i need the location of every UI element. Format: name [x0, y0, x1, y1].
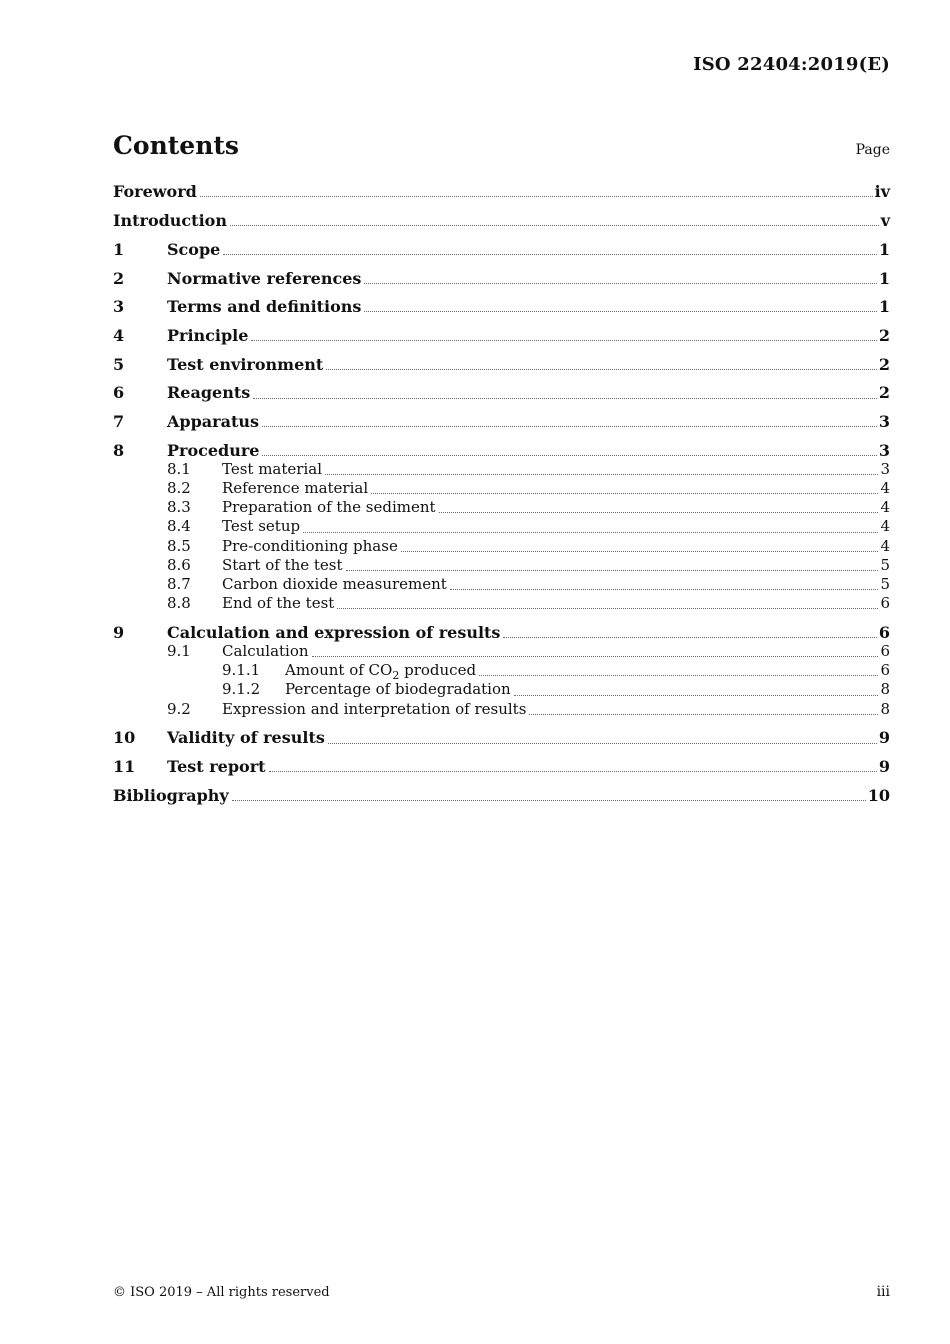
toc-entry-page: 4: [880, 517, 890, 536]
toc-entry-page: iv: [874, 182, 890, 201]
toc-entry-page: 1: [878, 297, 890, 317]
dot-leader: [364, 311, 876, 312]
toc-entry-page: 2: [878, 354, 890, 374]
toc-entry[interactable]: [113, 297, 890, 316]
footer-page-number: iii: [876, 1284, 890, 1300]
dot-leader: [371, 493, 878, 494]
toc-entry-page: 4: [880, 479, 890, 498]
toc-entry-page: 10: [867, 785, 890, 805]
dot-leader: [439, 512, 879, 513]
toc-entry[interactable]: [113, 556, 890, 575]
toc-entry-title: [222, 537, 400, 556]
toc-entry-title-text: Scope: [167, 239, 221, 259]
toc-entry-title: [222, 642, 311, 661]
toc-entry-title: [167, 412, 261, 431]
toc-entry-page: 5: [880, 575, 890, 593]
toc-entry-number: 9.1.2: [222, 680, 261, 699]
toc-entry-title: [167, 441, 261, 460]
toc-entry-number: 1: [113, 239, 125, 259]
toc-entry[interactable]: [113, 517, 890, 536]
toc-entry-page: 8: [880, 680, 890, 699]
toc-entry[interactable]: [113, 182, 890, 201]
toc-entry[interactable]: [113, 786, 890, 805]
toc-entry-number: 9.1.1: [222, 661, 261, 680]
toc-entry-title: [285, 661, 478, 681]
toc-entry-page: 6: [878, 622, 890, 642]
toc-entry-number: 8.6: [167, 555, 191, 574]
toc-entry-page: 2: [878, 383, 890, 403]
dot-leader: [232, 800, 866, 801]
toc-entry-number: 7: [113, 412, 125, 431]
toc-entry[interactable]: [113, 680, 890, 699]
toc-entry-page: 9: [878, 728, 890, 748]
toc-entry-title-text: Validity of results: [167, 728, 325, 748]
toc-entry-page: 1: [878, 239, 890, 259]
toc-entry-title-text: Calculation and expression of results: [167, 622, 501, 642]
toc-entry-number: 9.2: [167, 699, 191, 718]
dot-leader: [230, 225, 879, 226]
dot-leader: [514, 695, 879, 696]
toc-entry-title: [222, 479, 370, 498]
toc-entry-title-text: End of the test: [222, 594, 335, 613]
toc-entry[interactable]: [113, 623, 890, 642]
toc-entry-title-text: produced: [399, 661, 477, 680]
page-column-label: Page: [855, 142, 890, 158]
toc-entry-number: 8.7: [167, 575, 191, 593]
toc-entry[interactable]: [113, 575, 890, 594]
dot-leader: [200, 196, 873, 197]
toc-entry-page: 6: [880, 642, 890, 661]
toc-entry[interactable]: [113, 211, 890, 230]
footer-copyright: © ISO 2019 – All rights reserved: [113, 1285, 330, 1300]
toc-entry-title-text: Terms and definitions: [167, 297, 362, 317]
toc-entry-title-text: Start of the test: [222, 555, 343, 574]
toc-entry-number: 8.8: [167, 594, 191, 613]
toc-entry-title: [113, 786, 231, 805]
toc-entry-page: 5: [880, 555, 890, 574]
toc-entry-title-text: Expression and interpretation of results: [222, 699, 527, 718]
toc-entry-number: 8.5: [167, 536, 191, 555]
table-of-contents: [113, 182, 890, 805]
toc-entry-title-text: Calculation: [222, 642, 309, 661]
toc-entry-number: 2: [113, 268, 125, 288]
page-title: Contents: [113, 131, 240, 160]
toc-entry-title: [167, 326, 250, 345]
toc-entry-number: 8: [113, 440, 125, 460]
toc-entry[interactable]: [113, 355, 890, 374]
toc-entry-title: [113, 182, 199, 201]
toc-entry-title: [222, 700, 528, 719]
toc-entry-page: v: [880, 210, 890, 230]
toc-entry-number: 10: [113, 728, 136, 748]
toc-entry-page: 2: [878, 325, 890, 345]
dot-leader: [251, 340, 876, 341]
toc-entry-title-text: Test material: [222, 459, 322, 478]
toc-entry-page: 6: [880, 594, 890, 613]
dot-leader: [326, 369, 877, 370]
toc-entry-title: [167, 355, 325, 374]
toc-entry-page: 9: [878, 757, 890, 776]
toc-entry-title: [167, 269, 363, 288]
toc-entry-title: [167, 623, 502, 642]
dot-leader: [346, 570, 879, 571]
toc-entry[interactable]: [113, 700, 890, 719]
toc-entry-page: 3: [878, 440, 890, 460]
toc-entry-title: [167, 383, 252, 402]
toc-entry-number: 6: [113, 383, 125, 403]
dot-leader: [312, 656, 879, 657]
toc-entry-title-text: Pre-conditioning phase: [222, 536, 398, 555]
toc-entry-title: [167, 728, 327, 747]
toc-entry-title: [167, 297, 363, 316]
toc-entry-number: 5: [113, 354, 125, 374]
dot-leader: [303, 532, 878, 533]
dot-leader: [223, 254, 877, 255]
toc-entry-title: [222, 517, 302, 536]
toc-entry-number: 3: [113, 297, 125, 317]
toc-entry[interactable]: [113, 383, 890, 402]
toc-entry-title-text: Test environment: [167, 354, 324, 374]
toc-entry-title-text: Reagents: [167, 383, 251, 403]
toc-entry-title: [222, 498, 438, 517]
toc-entry[interactable]: [113, 642, 890, 661]
toc-entry-title-text: Amount of CO: [285, 661, 393, 680]
toc-entry-page: 8: [880, 699, 890, 718]
toc-entry-title-text: Test setup: [222, 517, 301, 536]
toc-entry-number: 9.1: [167, 642, 191, 661]
toc-entry-number: 8.4: [167, 517, 191, 536]
toc-entry-title: [222, 556, 345, 575]
toc-entry-number: 8.3: [167, 498, 191, 517]
dot-leader: [401, 551, 879, 552]
dot-leader: [337, 608, 878, 609]
toc-entry-number: 4: [113, 325, 125, 345]
toc-entry[interactable]: [113, 498, 890, 517]
toc-entry-title: [222, 460, 324, 479]
toc-entry[interactable]: [113, 326, 890, 345]
dot-leader: [269, 771, 877, 772]
toc-entry-subscript: 2: [392, 669, 400, 683]
dot-leader: [479, 675, 878, 676]
dot-leader: [450, 589, 879, 590]
dot-leader: [325, 474, 878, 475]
toc-entry-title-text: Procedure: [167, 440, 260, 460]
toc-entry-title: [285, 680, 513, 699]
toc-entry[interactable]: [113, 728, 890, 747]
toc-entry-page: 4: [880, 498, 890, 517]
toc-entry[interactable]: [113, 240, 890, 259]
toc-entry-page: 6: [880, 661, 890, 680]
toc-entry-number: 11: [113, 757, 136, 776]
toc-entry[interactable]: [113, 537, 890, 556]
toc-entry[interactable]: [113, 594, 890, 613]
toc-entry-title-text: Reference material: [222, 479, 369, 498]
toc-entry-page: 3: [878, 412, 890, 431]
toc-entry-title-text: Foreword: [113, 182, 197, 201]
dot-leader: [328, 743, 877, 744]
toc-entry[interactable]: [113, 757, 890, 776]
toc-entry-title: [167, 757, 268, 776]
dot-leader: [503, 637, 876, 638]
toc-entry-page: 3: [880, 459, 890, 478]
toc-entry[interactable]: [113, 269, 890, 288]
dot-leader: [262, 455, 876, 456]
dot-leader: [262, 426, 877, 427]
toc-entry-page: 1: [878, 268, 890, 288]
toc-entry-title: [222, 594, 336, 613]
toc-entry-title: [113, 211, 229, 230]
toc-entry-title-text: Test report: [167, 757, 266, 776]
toc-entry-number: 9: [113, 622, 125, 642]
toc-entry[interactable]: [113, 460, 890, 479]
toc-entry[interactable]: [113, 412, 890, 431]
document-id: ISO 22404:2019(E): [693, 54, 890, 75]
toc-entry-title-text: Percentage of biodegradation: [285, 680, 511, 699]
toc-entry[interactable]: [113, 661, 890, 683]
toc-entry-title-text: Apparatus: [167, 412, 259, 431]
toc-entry-title: [167, 240, 222, 259]
toc-entry-title: [222, 575, 449, 594]
toc-entry-title-text: Bibliography: [113, 785, 229, 805]
toc-entry-title-text: Carbon dioxide measurement: [222, 575, 447, 593]
dot-leader: [364, 283, 876, 284]
toc-entry-title-text: Preparation of the sediment: [222, 498, 436, 517]
toc-entry-title-text: Introduction: [113, 210, 227, 230]
toc-entry-title-text: Normative references: [167, 268, 362, 288]
toc-entry-number: 8.2: [167, 479, 191, 498]
dot-leader: [253, 398, 877, 399]
toc-entry-number: 8.1: [167, 459, 191, 478]
toc-entry[interactable]: [113, 479, 890, 498]
toc-entry[interactable]: [113, 441, 890, 460]
toc-entry-page: 4: [880, 536, 890, 555]
dot-leader: [529, 714, 878, 715]
toc-entry-title-text: Principle: [167, 325, 249, 345]
